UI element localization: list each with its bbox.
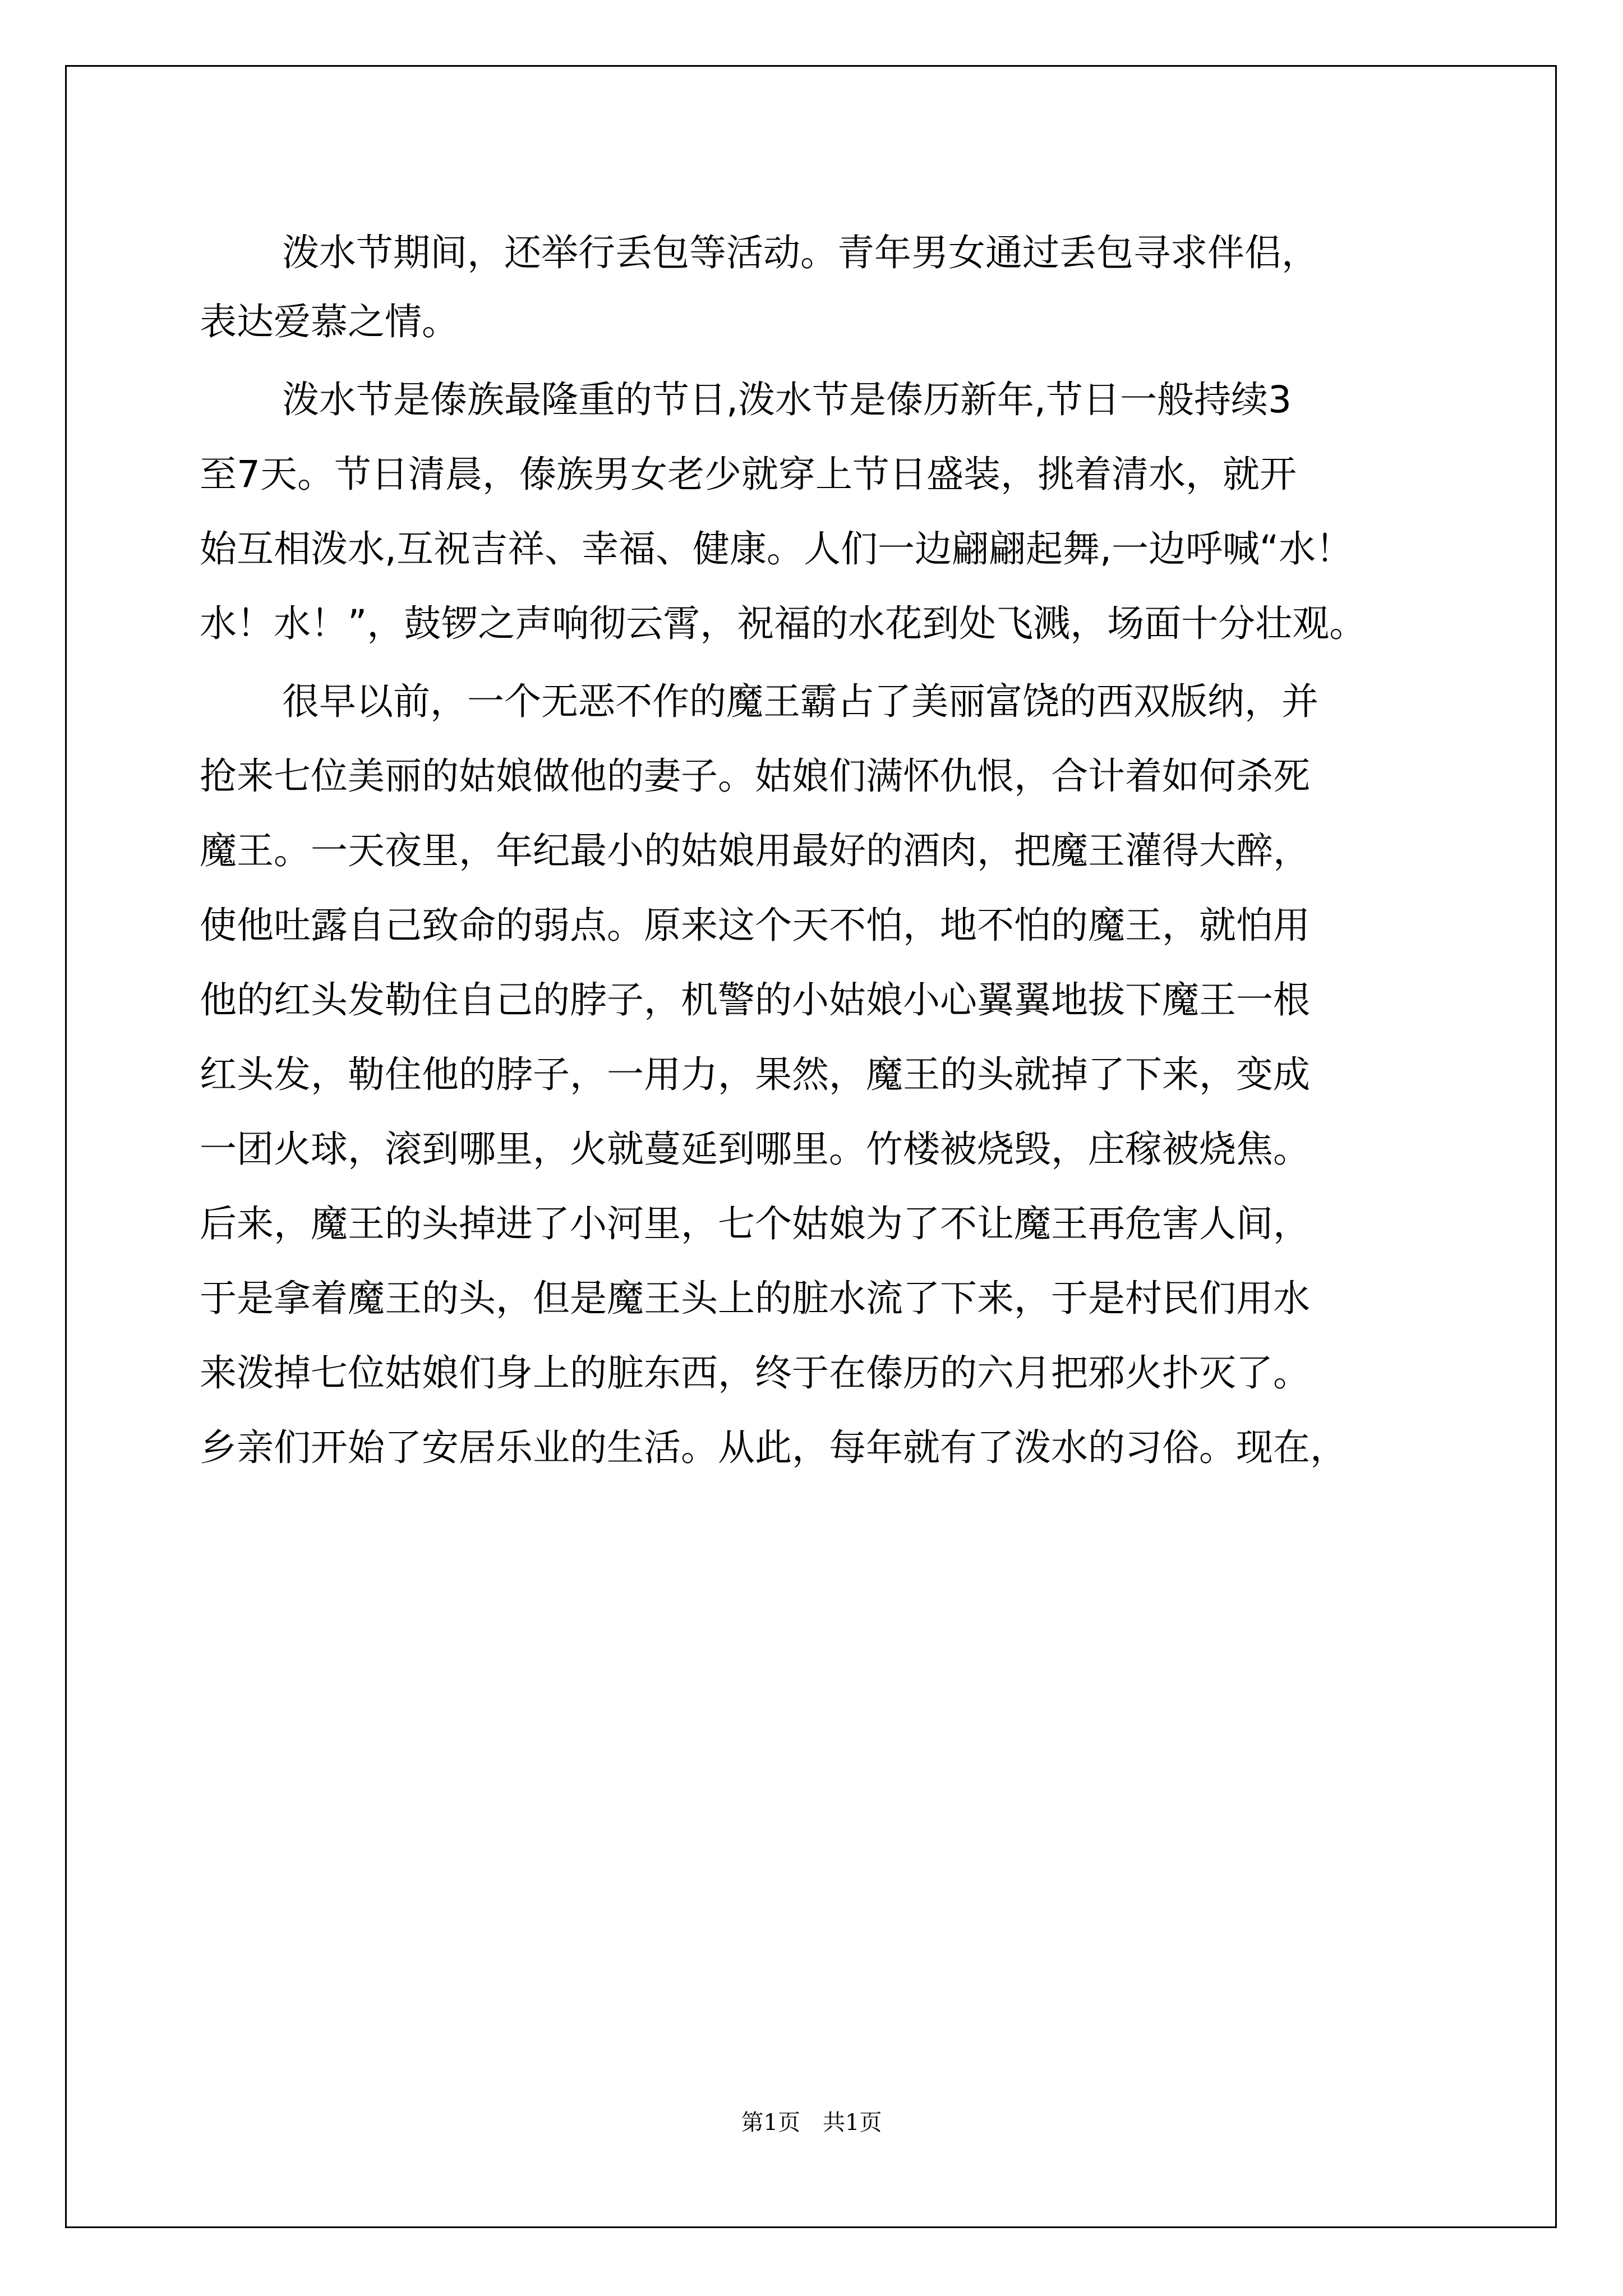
text-line: 一团火球，滚到哪里，火就蔓延到哪里。竹楼被烧毁，庄稼被烧焦。 (200, 1128, 1310, 1171)
text-line: 使他吐露自己致命的弱点。原来这个天不怕，地不怕的魔王，就怕用 (200, 904, 1310, 947)
text-line: 他的红头发勒住自己的脖子，机警的小姑娘小心翼翼地拔下魔王一根 (200, 978, 1310, 1022)
text-line: 始互相泼水,互祝吉祥、幸福、健康。人们一边翩翩起舞,一边呼喊“水！ (200, 527, 1353, 570)
text-line: 表达爱慕之情。 (200, 300, 459, 343)
text-line: 来泼掉七位姑娘们身上的脏东西，终于在傣历的六月把邪火扑灭了。 (200, 1351, 1310, 1395)
text-line: 红头发，勒住他的脖子，一用力，果然，魔王的头就掉了下来，变成 (200, 1053, 1310, 1096)
text-line: 水！水！”，鼓锣之声响彻云霄，祝福的水花到处飞溅，场面十分壮观。 (200, 602, 1367, 645)
text-line: 泼水节期间，还举行丢包等活动。青年男女通过丢包寻求伴侣， (282, 231, 1318, 274)
text-line: 后来，魔王的头掉进了小河里，七个姑娘为了不让魔王再危害人间， (200, 1202, 1310, 1245)
text-line: 于是拿着魔王的头，但是魔王头上的脏水流了下来，于是村民们用水 (200, 1277, 1310, 1320)
text-line: 很早以前，一个无恶不作的魔王霸占了美丽富饶的西双版纳，并 (282, 680, 1318, 723)
text-line: 魔王。一天夜里，年纪最小的姑娘用最好的酒肉，把魔王灌得大醉， (200, 829, 1310, 872)
text-line: 乡亲们开始了安居乐业的生活。从此，每年就有了泼水的习俗。现在， (200, 1426, 1347, 1469)
text-line: 泼水节是傣族最隆重的节日,泼水节是傣历新年,节日一般持续3 (282, 378, 1292, 421)
text-line: 抢来七位美丽的姑娘做他的妻子。姑娘们满怀仇恨，合计着如何杀死 (200, 754, 1310, 798)
page-number-footer: 第1页 共1页 (741, 2110, 882, 2136)
text-line: 至7天。节日清晨，傣族男女老少就穿上节日盛装，挑着清水，就开 (200, 453, 1297, 496)
